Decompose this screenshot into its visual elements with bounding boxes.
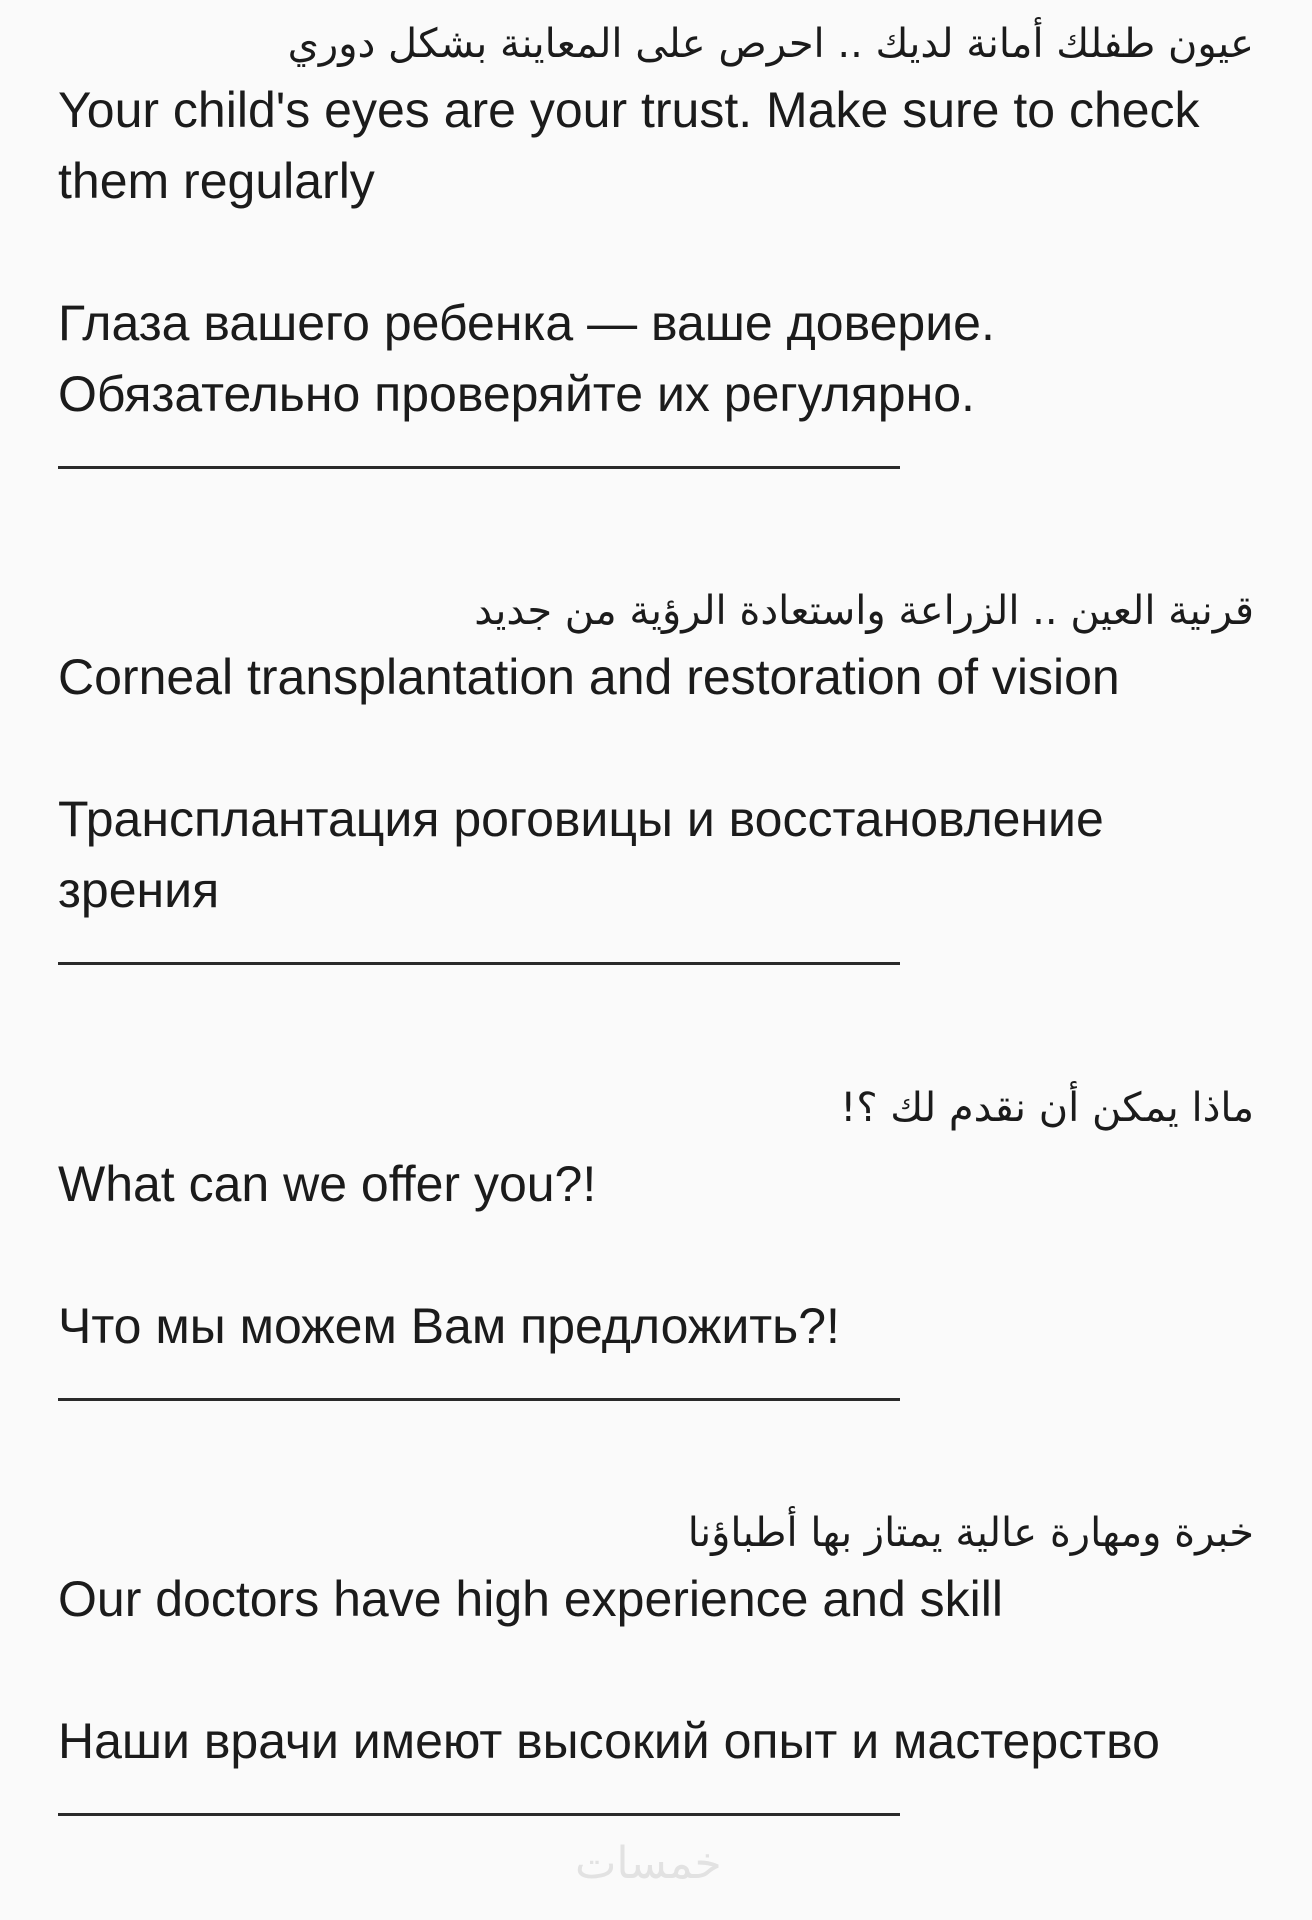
- section-cornea: [58, 583, 1254, 965]
- english-text: Your child's eyes are your trust. Make sure to check them regularly: [58, 82, 1200, 209]
- section-doctors: [58, 1505, 1254, 1816]
- divider-line: [58, 466, 900, 469]
- russian-text: Трансплантация роговицы и восстановление зрения: [58, 791, 1104, 918]
- divider-line: [58, 1398, 900, 1401]
- english-text: Our doctors have high experience and skill: [58, 1571, 1003, 1627]
- russian-text: Наши врачи имеют высокий опыт и мастерство: [58, 1713, 1160, 1769]
- divider-line: [58, 1813, 900, 1816]
- russian-text: Что мы можем Вам предложить?!: [58, 1298, 840, 1354]
- arabic-text: ماذا يمكن أن نقدم لك ؟!: [840, 1085, 1254, 1131]
- arabic-text: عيون طفلك أمانة لديك .. احرص على المعاينة بشكل دوري: [287, 21, 1254, 67]
- section-offer: [58, 1080, 1254, 1401]
- watermark-logo: خمسات: [575, 1838, 722, 1889]
- divider-line: [58, 962, 900, 965]
- section-child-eyes: [58, 16, 1254, 469]
- arabic-text: خبرة ومهارة عالية يمتاز بها أطباؤنا: [687, 1510, 1254, 1556]
- arabic-text: قرنية العين .. الزراعة واستعادة الرؤية من جديد: [474, 588, 1254, 634]
- english-text: Corneal transplantation and restoration of vision: [58, 649, 1120, 705]
- russian-text: Глаза вашего ребенка — ваше доверие. Обязательно проверяйте их регулярно.: [58, 295, 995, 422]
- english-text: What can we offer you?!: [58, 1156, 597, 1212]
